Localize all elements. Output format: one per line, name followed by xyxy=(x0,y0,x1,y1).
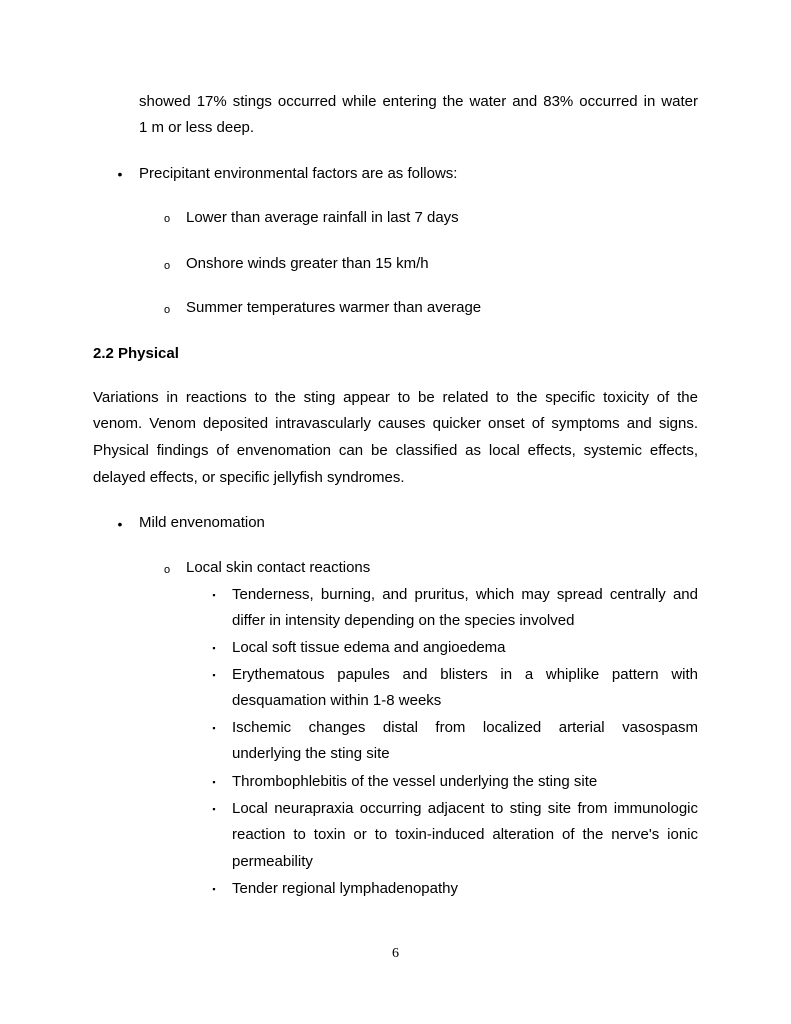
intro-line: showed 17% stings occurred while entering the water and 83% occurred in water xyxy=(139,93,698,110)
bullet-circle-icon: o xyxy=(163,213,171,225)
bullet-square-icon: ▪ xyxy=(212,884,216,894)
list-item: Tenderness, burning, and pruritus, which may spread centrally and xyxy=(232,586,698,603)
bullet-square-icon: ▪ xyxy=(212,670,216,680)
list-item: Ischemic changes distal from localized arterial vasospasm xyxy=(232,719,698,736)
paragraph-line: venom. Venom deposited intravascularly causes quicker onset of symptoms and signs. xyxy=(93,415,698,432)
bullet-square-icon: ▪ xyxy=(212,804,216,814)
paragraph-line: Physical findings of envenomation can be classified as local effects, systemic effects, xyxy=(93,442,698,459)
section-heading: 2.2 Physical xyxy=(93,345,179,362)
list-item: differ in intensity depending on the species involved xyxy=(232,612,575,629)
intro-line: 1 m or less deep. xyxy=(139,119,255,136)
list-item: Summer temperatures warmer than average xyxy=(186,299,482,316)
list-item: Lower than average rainfall in last 7 days xyxy=(186,209,459,226)
bullet-dot-icon: • xyxy=(117,166,123,182)
paragraph-line: Variations in reactions to the sting appear to be related to the specific toxicity of the xyxy=(93,389,698,406)
bullet-square-icon: ▪ xyxy=(212,723,216,733)
paragraph-line: delayed effects, or specific jellyfish syndromes. xyxy=(93,469,405,486)
list-item: desquamation within 1-8 weeks xyxy=(232,692,442,709)
list-item: Local soft tissue edema and angioedema xyxy=(232,639,506,656)
bullet-circle-icon: o xyxy=(163,260,171,272)
list-item: permeability xyxy=(232,853,313,870)
list-item: Local skin contact reactions xyxy=(186,559,371,576)
bullet-circle-icon: o xyxy=(163,564,171,576)
list-item: reaction to toxin or to toxin-induced alteration of the nerve's ionic xyxy=(232,826,698,843)
list-item: Thrombophlebitis of the vessel underlying the sting site xyxy=(232,773,598,790)
list-item: Local neurapraxia occurring adjacent to sting site from immunologic xyxy=(232,800,698,817)
page-number: 6 xyxy=(392,946,399,961)
bullet-dot-icon: • xyxy=(117,516,123,532)
bullet-square-icon: ▪ xyxy=(212,643,216,653)
bullet-square-icon: ▪ xyxy=(212,777,216,787)
list-item: Precipitant environmental factors are as follows: xyxy=(139,165,458,182)
list-item: Tender regional lymphadenopathy xyxy=(232,880,458,897)
list-item: Erythematous papules and blisters in a whiplike pattern with xyxy=(232,666,698,683)
list-item: Mild envenomation xyxy=(139,514,265,531)
list-item: underlying the sting site xyxy=(232,745,390,762)
bullet-square-icon: ▪ xyxy=(212,590,216,600)
bullet-circle-icon: o xyxy=(163,304,171,316)
list-item: Onshore winds greater than 15 km/h xyxy=(186,255,429,272)
